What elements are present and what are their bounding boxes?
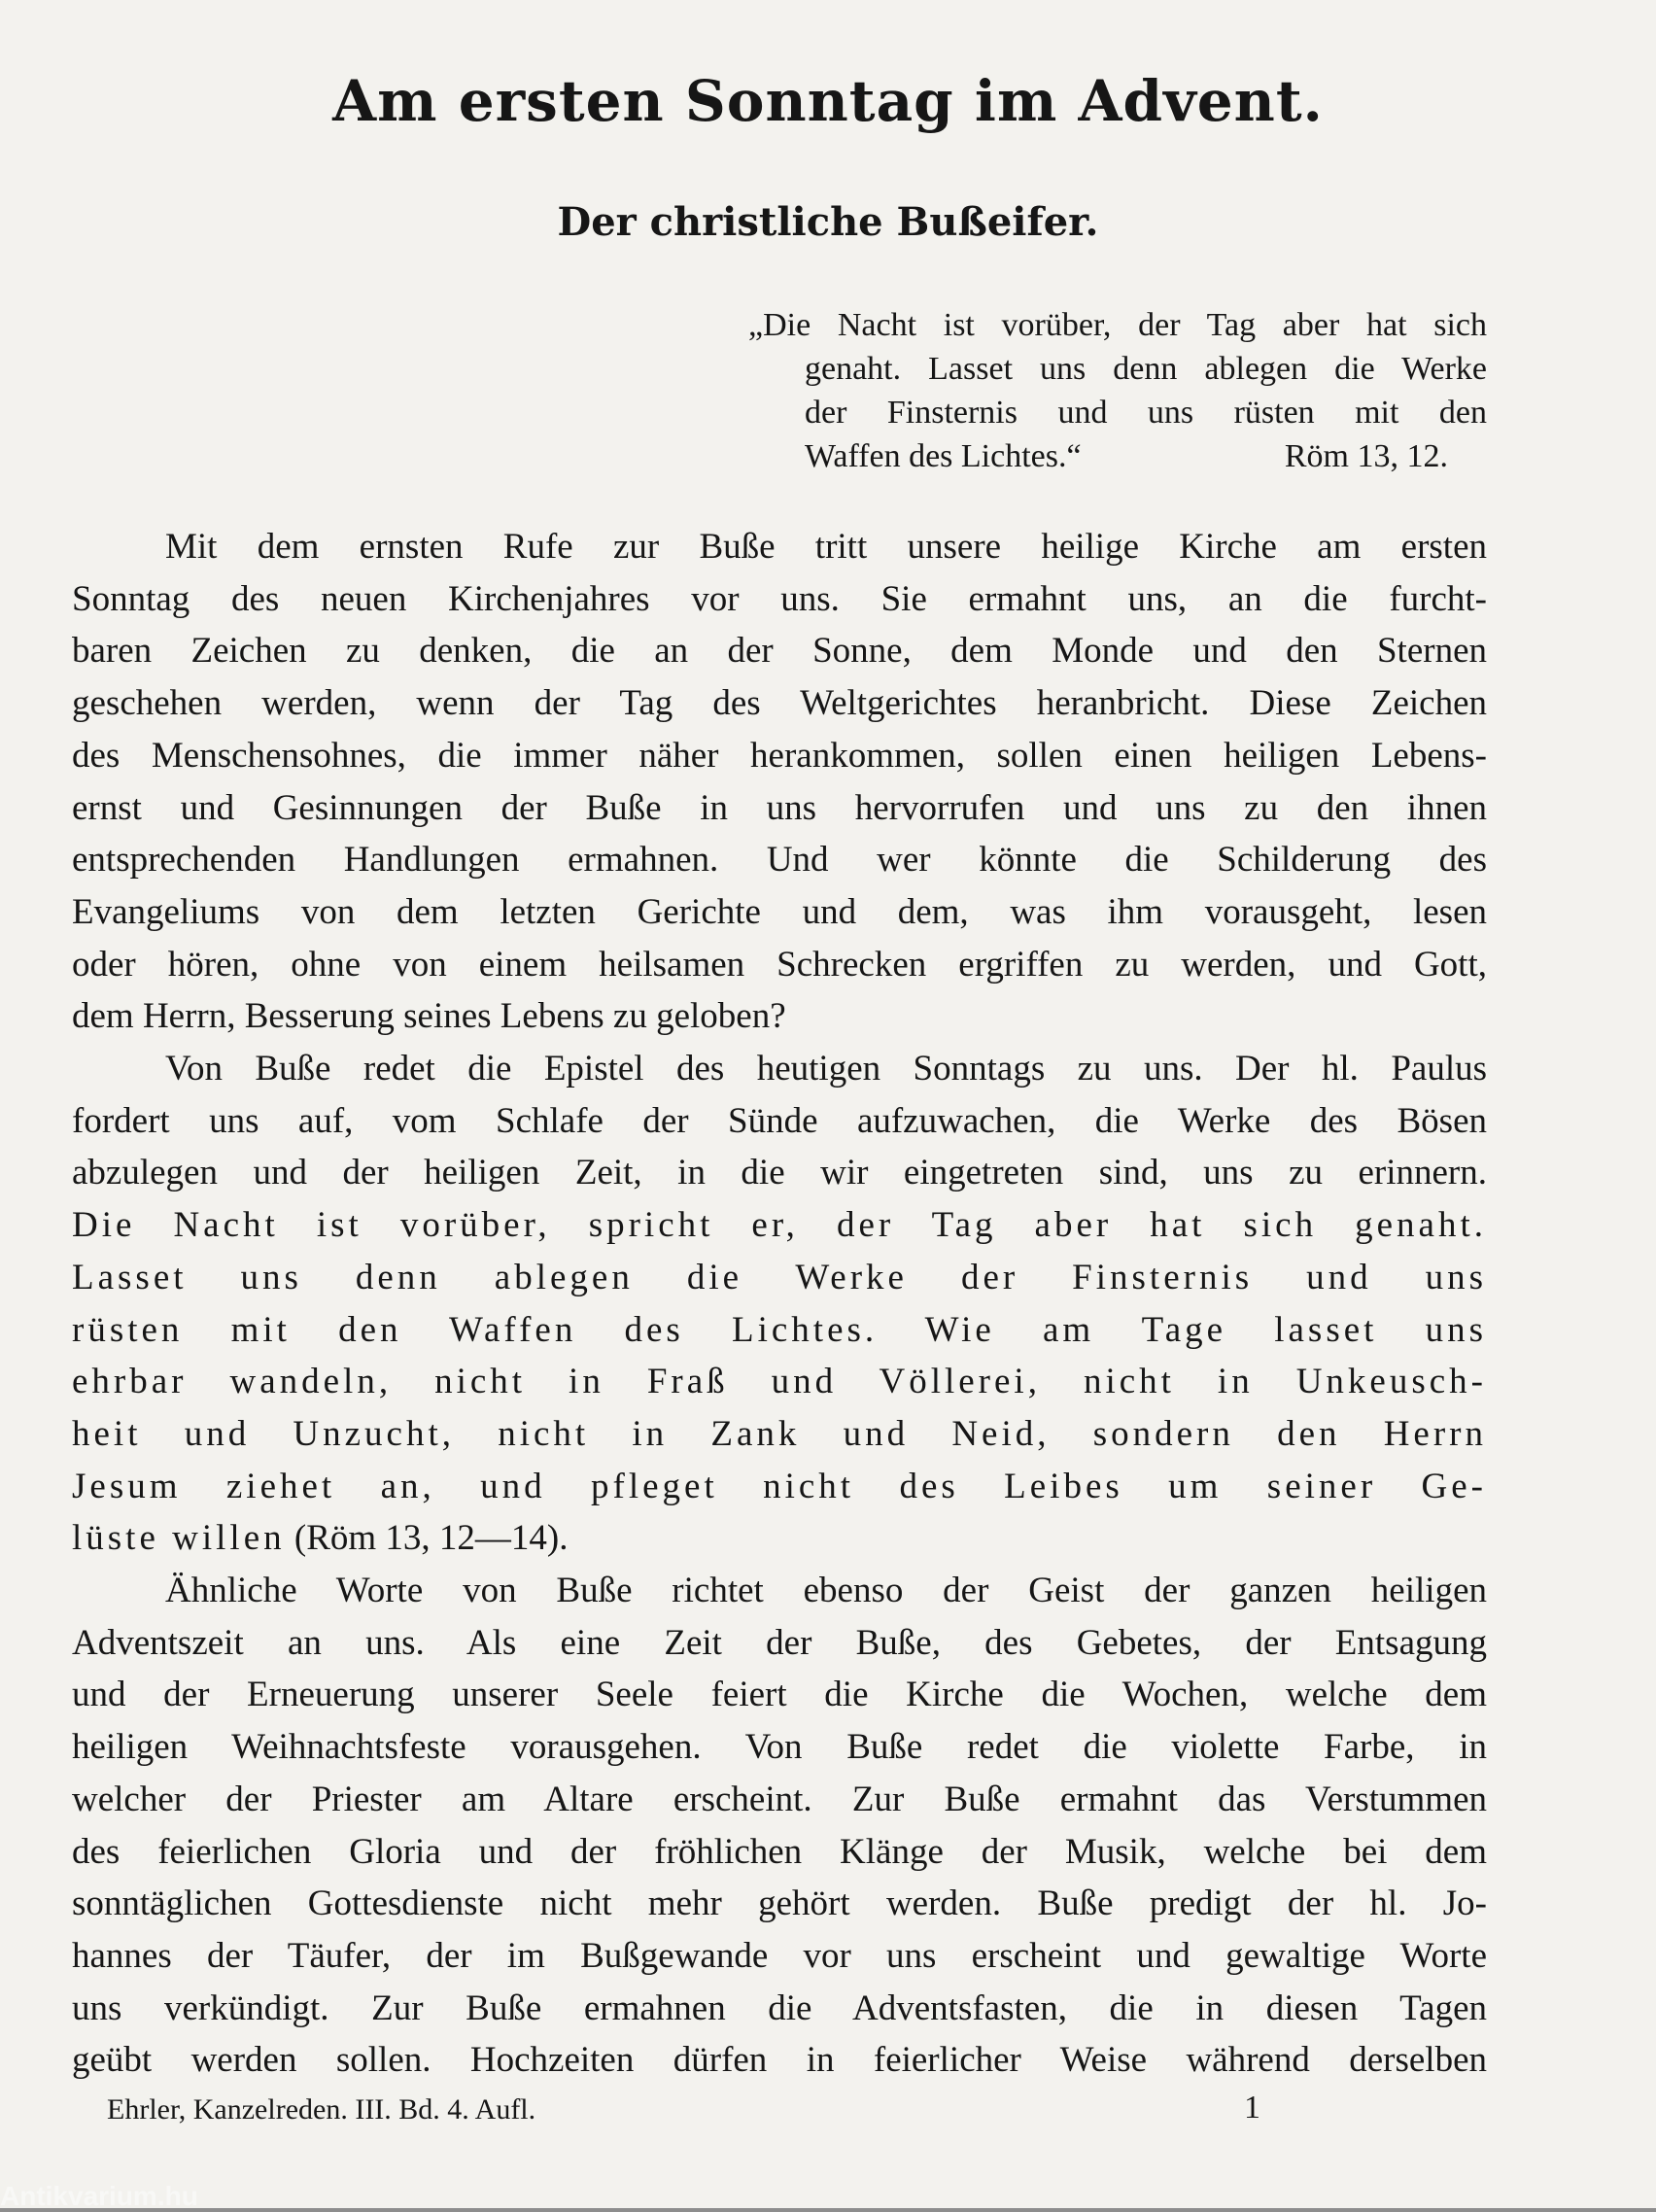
spaced-quote-line: Die Nacht ist vorüber, spricht er, der Tag aber hat sich genaht. [72,1205,1487,1246]
sermon-body [72,521,1487,2087]
motto-line: „Die Nacht ist vorüber, der Tag aber hat sich [748,307,1487,343]
motto-quote [748,303,1487,478]
paragraph-1 [72,521,1487,1043]
text-line: geübt werden sollen. Hochzeiten dürfen in feierlicher Weise während derselben [72,2040,1487,2081]
spaced-quote-line: Lasset uns denn ablegen die Werke der Finsternis und uns [72,1257,1487,1297]
motto-reference: Röm 13, 12. [1284,438,1448,474]
text-line: hannes der Täufer, der im Bußgewande vor uns erscheint und gewaltige Worte [72,1935,1487,1976]
page-subtitle: Der christliche Bußeifer. [557,199,1099,245]
text-line: des Menschensohnes, die immer näher herankommen, sollen einen heiligen Lebens- [72,735,1487,776]
page-number: 1 [1244,2090,1260,2126]
bible-reference: (Röm 13, 12—14). [293,1518,569,1559]
text-line: Adventszeit an uns. Als eine Zeit der Buße, des Gebetes, der Entsagung [72,1622,1487,1663]
text-line: Sonntag des neuen Kirchenjahres vor uns. Sie ermahnt uns, an die furcht- [72,578,1487,619]
text-line: geschehen werden, wenn der Tag des Weltgerichtes heranbricht. Diese Zeichen [72,683,1487,724]
footer-signature: Ehrler, Kanzelreden. III. Bd. 4. Aufl. [107,2093,536,2126]
text-line: entsprechenden Handlungen ermahnen. Und wer könnte die Schilderung des [72,840,1487,881]
text-line: fordert uns auf, vom Schlafe der Sünde aufzuwachen, die Werke des Bösen [72,1100,1487,1141]
text-line: abzulegen und der heiligen Zeit, in die wir eingetreten sind, uns zu erinnern. [72,1153,1487,1193]
text-line: uns verkündigt. Zur Buße ermahnen die Adventsfasten, die in diesen Tagen [72,1987,1487,2028]
paragraph-2 [72,1043,1487,1565]
text-line: baren Zeichen zu denken, die an der Sonne, dem Monde und den Sternen [72,631,1487,672]
text-line: heiligen Weihnachtsfeste vorausgehen. Von Buße redet die violette Farbe, in [72,1727,1487,1768]
text-line: sonntäglichen Gottesdienste nicht mehr gehört werden. Buße predigt der hl. Jo- [72,1884,1487,1924]
text-line [72,1512,1487,1565]
paragraph-3 [72,1565,1487,2087]
page-title: Am ersten Sonntag im Advent. [332,68,1324,134]
text-line: welcher der Priester am Altare erscheint. Zur Buße ermahnt das Verstummen [72,1779,1487,1819]
text-line: des feierlichen Gloria und der fröhlichen Klänge der Musik, welche bei dem [72,1831,1487,1872]
text-line: Von Buße redet die Epistel des heutigen Sonntags zu uns. Der hl. Paulus [165,1049,1487,1089]
spaced-quote-end: lüste willen [72,1518,286,1559]
motto-line: der Finsternis und uns rüsten mit den [805,395,1487,431]
spaced-quote-line: ehrbar wandeln, nicht in Fraß und Völlerei, nicht in Unkeusch- [72,1362,1487,1402]
text-line: und der Erneuerung unserer Seele feiert die Kirche die Wochen, welche dem [72,1675,1487,1715]
motto-last-line [748,434,1487,478]
text-line: dem Herrn, Besserung seines Lebens zu geloben? [72,996,786,1037]
text-line: Evangeliums von dem letzten Gerichte und dem, was ihm vorausgeht, lesen [72,891,1487,932]
text-line: Ähnliche Worte von Buße richtet ebenso der Geist der ganzen heiligen [165,1571,1487,1611]
text-line: Mit dem ernsten Rufe zur Buße tritt unsere heilige Kirche am ersten [165,527,1487,567]
motto-line: genaht. Lasset uns denn ablegen die Werke [805,351,1487,387]
watermark: Antikvarium.hu [0,2181,198,2211]
motto-line: Waffen des Lichtes.“ [805,438,1082,474]
text-line: oder hören, ohne von einem heilsamen Schrecken ergriffen zu werden, und Gott, [72,944,1487,985]
text-line: ernst und Gesinnungen der Buße in uns hervorrufen und uns zu den ihnen [72,787,1487,828]
spaced-quote-line: rüsten mit den Waffen des Lichtes. Wie am Tage lasset uns [72,1309,1487,1350]
spaced-quote-line: heit und Unzucht, nicht in Zank und Neid, sondern den Herrn [72,1413,1487,1454]
spaced-quote-line: Jesum ziehet an, und pfleget nicht des Leibes um seiner Ge- [72,1466,1487,1506]
